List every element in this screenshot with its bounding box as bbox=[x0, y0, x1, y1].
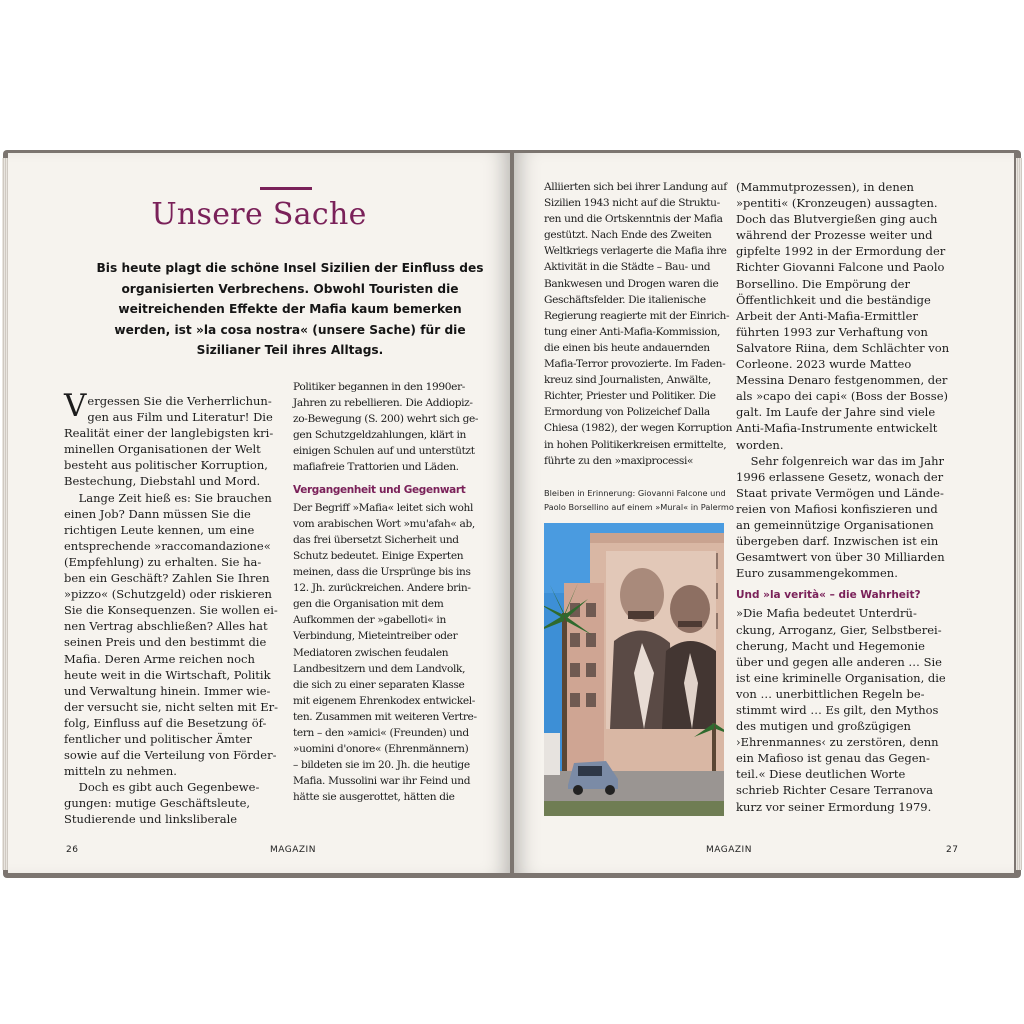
left-column-2-text-b: Der Begriff »Mafia« leitet sich wohl vom arabischen Wort »mu'afah« ab, das frei übersetzt Sicherheit und Schutz bedeutet. Einige Experten meinen, dass die Ursprünge bis ins 12. Jh. zurückreichen. Andere brin- gen die Organisation mit dem Aufkommen der »gabelloti« in Verbindung, Mieteintreiber oder Mediatoren zwischen feudalen Landbesitzern und dem Landvolk, die sich zu einer separaten Klasse mit eigenem Ehrenkodex entwickel- ten. Zusammen mit weiteren Vertre- tern – den »amici« (Freunden) und »uomini d'onore« (Ehrenmännern) – bildeten sie im 20. Jh. die heutige Mafia. Mussolini war ihr Feind und hätte sie ausgerottet, hätten die bbox=[293, 501, 477, 804]
right-page bbox=[514, 153, 1014, 873]
subhead-verita: Und »la verità« – die Wahrheit? bbox=[736, 589, 921, 602]
right-column-1: Alliierten sich bei ihrer Landung auf Sizilien 1943 nicht auf die Struktu- ren und die Ortskenntnis der Mafia gestützt. Nach Ende des Zweiten Weltkriegs verlagerte die Mafia ihre Aktivität in die Städte – Bau- und Bankwesen und Drogen waren die Geschäftsfelder. Die italienische Regierung reagierte mit der Einrich- tung einer Anti-Mafia-Kommission, die einen bis heute andauernden Mafia-Terror provozierte. Im Faden- kreuz sind Journalisten, Anwälte, Richter, Priester und Politiker. Die Ermordung von Polizeichef Dalla Chiesa (1982), der wegen Korruption in hohen Politikerkreisen ermittelte, führte zu den »maxiprocessi« bbox=[544, 181, 733, 467]
left-column-1 bbox=[64, 388, 278, 828]
left-column-2 bbox=[293, 379, 478, 805]
left-column-1-text: ergessen Sie die Verherrlichun- gen aus Film und Literatur! Die Realität einer der langlebigsten kri- minellen Organisationen der Welt besteht aus politischer Korruption, Bestechung, Diebstahl und Mord. Lange Zeit hieß es: Sie brauchen einen Job? Dann müssen Sie die richtigen Leute kennen, um eine entsprechende »raccomandazione« (Empfehlung) zu erhalten. Sie ha- ben ein Geschäft? Zahlen Sie Ihren »pizzo« (Schutzgeld) oder riskieren Sie die Konsequenzen. Sie wollen ei- nen Vertrag abschließen? Alles hat seinen Preis und den bestimmt die Mafia. Deren Arme reichen noch heute weit in die Wirtschaft, Politik und Verwaltung hinein. Immer wie- der versucht sie, nicht selten mit Er- folg, Einfluss auf die Besetzung öf- fentlicher und politischer Ämter sowie auf die Verteilung von Förder- mitteln zu nehmen. Doch es gibt auch Gegenbewe- gungen: mutige Geschäftsleute, Studierende und linksliberale bbox=[64, 394, 278, 827]
left-page bbox=[8, 153, 510, 873]
mural-photo bbox=[544, 523, 724, 816]
right-column-2-text-a: (Mammutprozessen), in denen »pentiti« (Kronzeugen) aussagten. Doch das Blutvergießen ging auch während der Prozesse weiter und gipfelte 1992 in der Ermordung der Richter Giovanni Falcone und Paolo Borsellino. Die Empörung der Öffentlichkeit und die beständige Arbeit der Anti-Mafia-Ermittler führten 1993 zur Verhaftung von Salvatore Riina, dem Schlächter von Corleone. 2023 wurde Matteo Messina Denaro festgenommen, der als »capo dei capi« (Boss der Bosse) galt. Im Laufe der Jahre sind viele Anti-Mafia-Instrumente entwickelt worden. Sehr folgenreich war das im Jahr 1996 erlassene Gesetz, wonach der Staat private Vermögen und Lände- reien von Mafiosi konfiszieren und an gemeinnützige Organisationen übergeben darf. Inzwischen ist ein Gesamtwert von über 30 Milliarden Euro zusammengekommen. bbox=[736, 180, 950, 581]
page-edge-right bbox=[1016, 158, 1022, 870]
page-number-left: 26 bbox=[66, 845, 79, 855]
right-column-2-text-b: »Die Mafia bedeutet Unterdrü- ckung, Arroganz, Gier, Selbstberei- cherung, Macht und Hegemonie über und gegen alle anderen … Sie ist eine kriminelle Organisation, die von … unerbittlichen Regeln be- stimmt wird … Es gilt, den Mythos des mutigen und großzügigen ›Ehrenmannes‹ zu zerstören, denn ein Mafioso ist genau das Gegen- teil.« Diese deutlichen Worte schrieb Richter Cesare Terranova kurz vor seiner Ermordung 1979. bbox=[736, 606, 946, 814]
page-number-right: 27 bbox=[946, 845, 959, 855]
right-column-2 bbox=[736, 179, 949, 815]
running-head-right: MAGAZIN bbox=[706, 845, 752, 855]
title-rule bbox=[260, 187, 312, 190]
article-lead: Bis heute plagt die schöne Insel Sizilien der Einfluss des organisierten Verbrechens. Obwohl Touristen die weitreichenden Effekte der Mafia kaum bemerken werden, ist »la cosa nostra« (unsere Sache) für die Sizilianer Teil ihres Alltags. bbox=[96, 261, 484, 357]
drop-cap: V bbox=[64, 388, 87, 424]
running-head-left: MAGAZIN bbox=[270, 845, 316, 855]
left-column-2-text-a: Politiker begannen in den 1990er- Jahren zu rebellieren. Die Addiopiz- zo-Bewegung (S. 200) wehrt sich ge- gen Schutzgeldzahlungen, klärt in einigen Schulen auf und unterstützt mafiafreie Trattorien und Läden. bbox=[293, 381, 479, 474]
mural-image bbox=[544, 523, 724, 816]
subhead-vergangenheit: Vergangenheit und Gegenwart bbox=[293, 483, 466, 496]
article-title: Unsere Sache bbox=[151, 197, 367, 232]
photo-caption: Bleiben in Erinnerung: Giovanni Falcone und Paolo Borsellino auf einem »Mural« in Palermo bbox=[544, 488, 734, 512]
